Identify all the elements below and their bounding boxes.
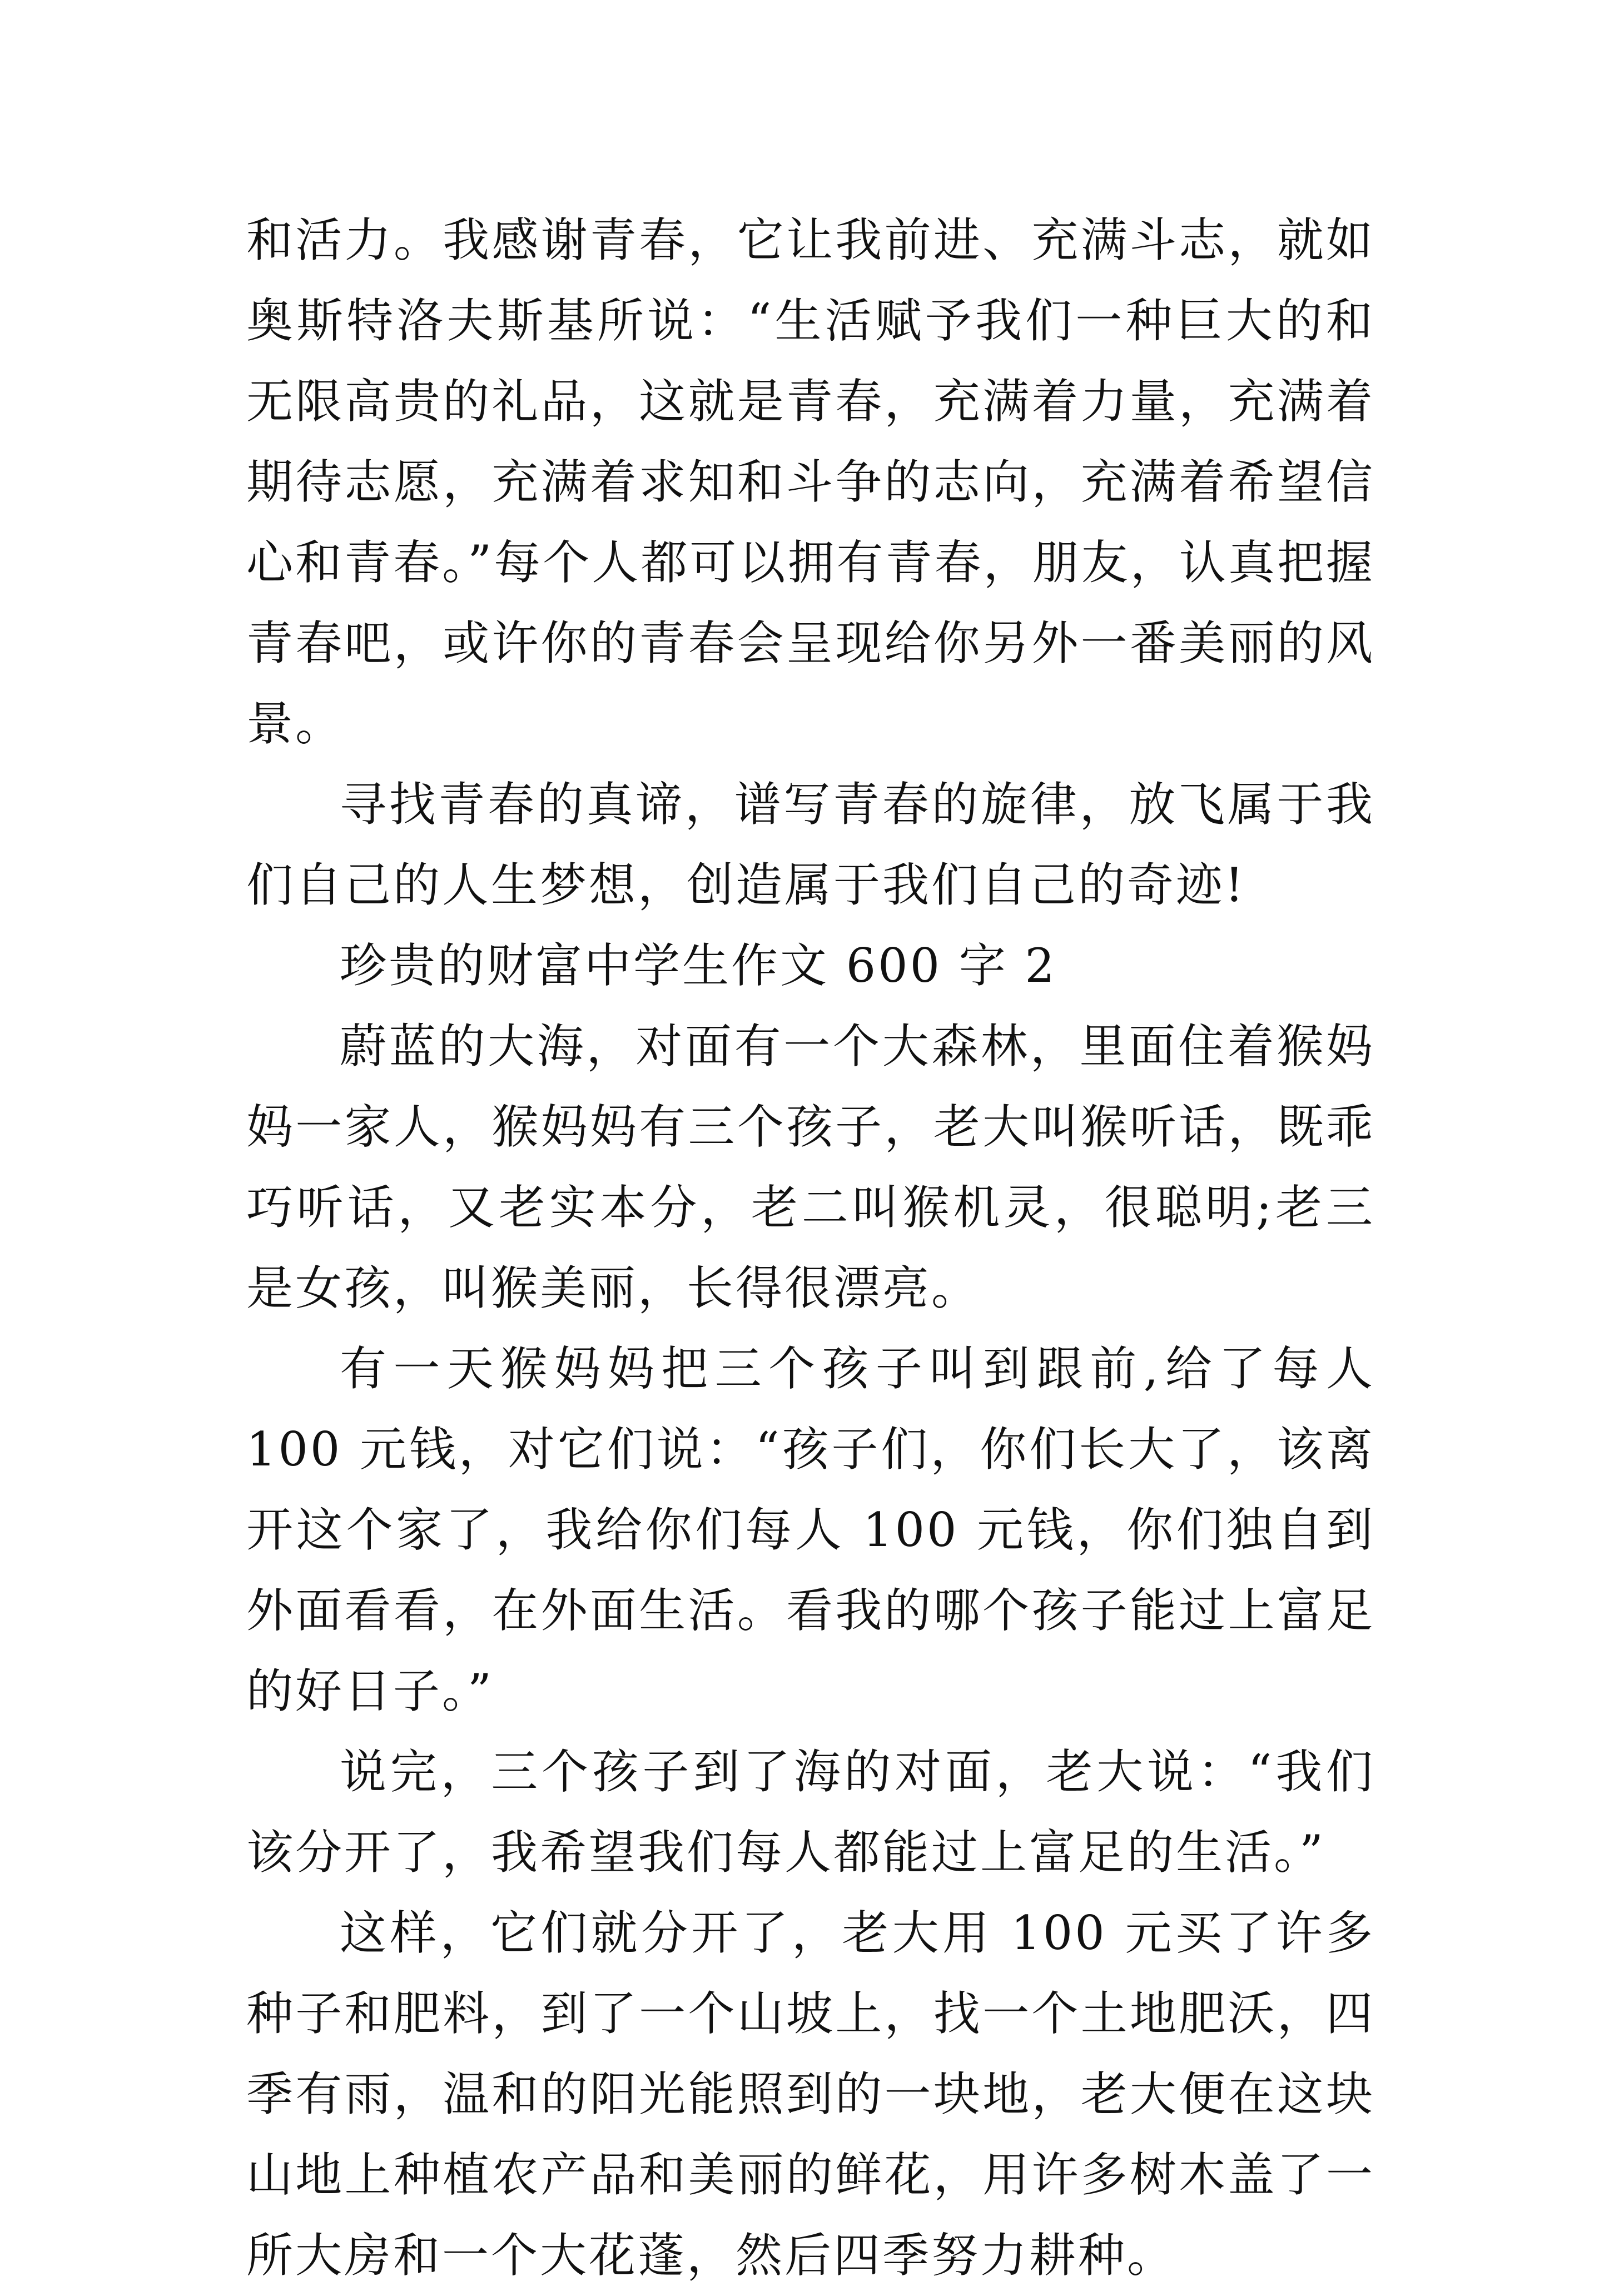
- section-heading: 珍贵的财富中学生作文 600 字 2: [340, 938, 1057, 993]
- paragraph: 寻找青春的真谛，谱写青春的旋律，放飞属于我们自己的人生梦想，创造属于我们自己的奇迹!: [246, 777, 1375, 912]
- paragraph-continuation: 和活力。我感谢青春，它让我前进、充满斗志，就如奥斯特洛夫斯基所说：“生活赋予我们一种巨大的和无限高贵的礼品，这就是青春，充满着力量，充满着期待志愿，充满着求知和斗争的志向，充满着希望信心和青春。”每个人都可以拥有青春，朋友，认真把握青春吧，或许你的青春会呈现给你另外一番美丽的风景。: [246, 213, 1375, 751]
- paragraph: 有一天猴妈妈把三个孩子叫到跟前,给了每人 100 元钱，对它们说：“孩子们，你们长大了，该离开这个家了，我给你们每人 100 元钱，你们独自到外面看看，在外面生活。看我的哪个孩子能过上富足的好日子。”: [246, 1341, 1375, 1718]
- document-body: [246, 200, 1375, 2296]
- paragraph: 蔚蓝的大海，对面有一个大森林，里面住着猴妈妈一家人，猴妈妈有三个孩子，老大叫猴听话，既乖巧听话，又老实本分，老二叫猴机灵，很聪明;老三是女孩，叫猴美丽，长得很漂亮。: [246, 1019, 1375, 1315]
- paragraph: 说完，三个孩子到了海的对面，老大说：“我们该分开了，我希望我们每人都能过上富足的生活。”: [246, 1745, 1375, 1880]
- paragraph: 这样，它们就分开了，老大用 100 元买了许多种子和肥料，到了一个山坡上，找一个土地肥沃，四季有雨，温和的阳光能照到的一块地，老大便在这块山地上种植农产品和美丽的鲜花，用许多树木盖了一所大房和一个大花蓬，然后四季努力耕种。: [246, 1906, 1375, 2283]
